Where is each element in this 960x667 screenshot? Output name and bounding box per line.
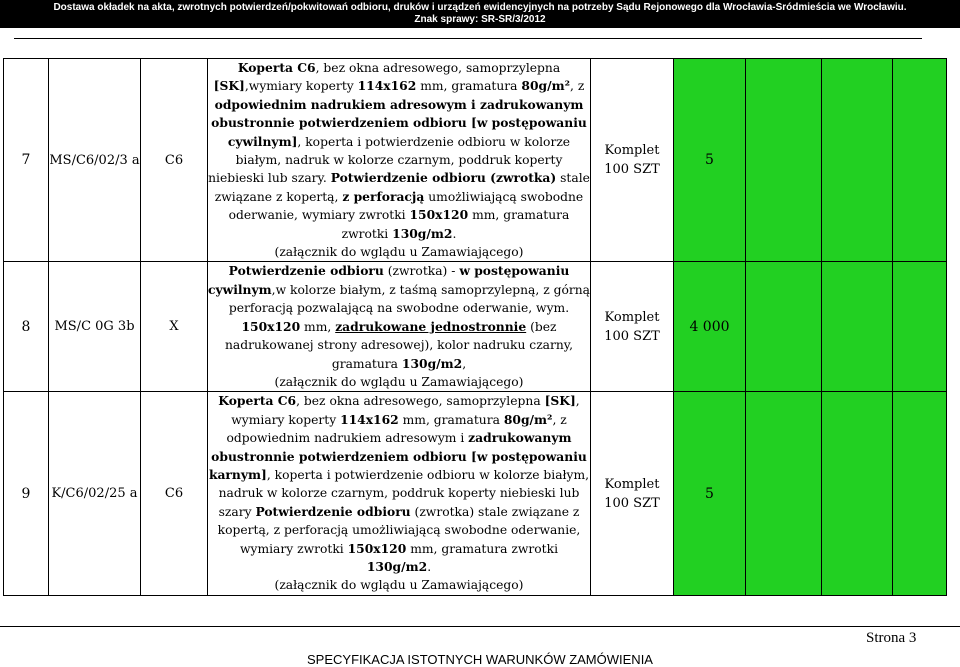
item-unit: Komplet 100 SZT — [591, 262, 674, 392]
description-segment: (załącznik do wglądu u Zamawiającego) — [274, 374, 524, 389]
description-segment: , z odpowiednim nadrukiem adresowym i — [226, 412, 567, 446]
description-segment: mm, gramatura — [398, 412, 504, 427]
description-segment: (zwrotka) stale związane z kopertą, z perforacją umożliwiającą swobodne oderwanie, wymiary zwrotki — [217, 504, 581, 556]
description-segment: 150x120 — [241, 318, 301, 334]
price-cell — [893, 262, 947, 392]
description-segment: (zwrotka) - — [383, 264, 460, 279]
item-unit: Komplet 100 SZT — [591, 59, 674, 262]
description-segment: Potwierdzenie odbioru — [228, 263, 384, 279]
description-segment: [SK] — [544, 393, 576, 409]
description-segment: odpowiednim nadrukiem adresowym i zadrukowanym obustronnie potwierdzeniem odbioru [w postępowaniu cywilnym] — [211, 96, 587, 149]
item-code: MS/C6/02/3 a — [49, 59, 141, 262]
description-segment: , koperta i potwierdzenie odbioru w kolorze białym, nadruk w kolorze czarnym, poddruk koperty niebieski lub szary — [218, 467, 590, 519]
price-cell — [746, 59, 822, 262]
price-cell — [746, 392, 822, 595]
description-segment: 130g/m2 — [392, 225, 453, 241]
description-segment: zadrukowane jednostronnie — [335, 318, 527, 334]
description-segment: Koperta C6 — [218, 393, 297, 409]
description-segment: [SK] — [213, 78, 245, 94]
row-number: 7 — [4, 59, 49, 262]
description-segment: mm, gramatura zwrotki — [406, 541, 559, 556]
description-segment: z perforacją — [342, 188, 425, 204]
price-cell — [822, 59, 893, 262]
price-cell — [746, 262, 822, 392]
description-segment: Potwierdzenie odbioru — [255, 503, 411, 519]
price-cell — [822, 392, 893, 595]
item-quantity: 5 — [674, 392, 746, 595]
description-segment: , z — [570, 79, 585, 94]
description-segment: , wymiary koperty — [231, 394, 580, 427]
description-segment: ,wymiary koperty — [244, 79, 358, 94]
document-header-banner — [0, 0, 960, 28]
description-segment: 130g/m2 — [366, 558, 428, 574]
price-cell — [893, 59, 947, 262]
item-code: MS/C 0G 3b — [49, 262, 141, 392]
item-description — [208, 59, 591, 262]
description-segment: mm, — [300, 319, 336, 334]
item-size: X — [141, 262, 208, 392]
table-row — [4, 59, 947, 262]
description-segment: stale związane z kopertą, — [214, 171, 590, 204]
description-segment: , koperta i potwierdzenie odbioru w kolorze białym, nadruk w kolorze czarnym, poddruk koperty niebieski lub szary. — [208, 134, 571, 186]
description-segment: 80g/m² — [503, 411, 553, 427]
item-description — [208, 392, 591, 595]
header-rule — [14, 38, 922, 39]
description-segment: (załącznik do wglądu u Zamawiającego) — [274, 578, 524, 593]
description-segment: 150x120 — [347, 540, 407, 556]
description-segment: mm, gramatura — [416, 79, 522, 94]
item-description — [208, 262, 591, 392]
item-code: K/C6/02/25 a — [49, 392, 141, 595]
table-row — [4, 262, 947, 392]
table-row — [4, 392, 947, 595]
row-number: 9 — [4, 392, 49, 595]
page-number: Strona 3 — [866, 630, 917, 646]
price-cell — [822, 262, 893, 392]
description-segment: , — [462, 356, 467, 371]
description-segment: 130g/m2 — [401, 355, 463, 371]
description-segment: Potwierdzenie odbioru (zwrotka) — [330, 170, 557, 186]
description-segment: 150x120 — [409, 207, 469, 223]
item-size: C6 — [141, 392, 208, 595]
description-segment: , bez okna adresowego, samoprzylepna — [315, 61, 561, 75]
specification-table — [3, 58, 947, 596]
description-segment: . — [427, 559, 432, 574]
description-segment: umożliwiającą swobodne oderwanie, wymiary zwrotki — [228, 189, 584, 223]
footer-title: SPECYFIKACJA ISTOTNYCH WARUNKÓW ZAMÓWIENIA — [307, 652, 653, 667]
header-title: Dostawa okładek na akta, zwrotnych potwierdzeń/pokwitowań odbioru, druków i urządzeń ewidencyjnych na potrzeby Sądu Rejonowego dla Wrocławia-Śródmieścia we Wrocławiu. — [53, 2, 907, 13]
description-segment: 80g/m² — [521, 78, 571, 94]
item-quantity: 4 000 — [674, 262, 746, 392]
item-unit: Komplet 100 SZT — [591, 392, 674, 595]
description-segment: 114x162 — [340, 411, 399, 427]
description-segment: mm, gramatura zwrotki — [341, 208, 570, 241]
description-segment: . — [452, 226, 457, 241]
description-segment: 114x162 — [357, 78, 417, 94]
description-segment: ,w kolorze białym, z taśmą samoprzylepną, z górną perforacją pozwalającą na swobodne oderwanie, wym. — [228, 282, 590, 316]
footer-rule — [0, 626, 960, 627]
price-cell — [893, 392, 947, 595]
description-segment: , bez okna adresowego, samoprzylepna — [296, 394, 545, 409]
description-segment: w postępowaniu cywilnym — [208, 263, 570, 297]
row-number: 8 — [4, 262, 49, 392]
description-segment: zadrukowanym obustronnie potwierdzeniem odbioru [w postępowaniu karnym] — [208, 430, 587, 482]
item-size: C6 — [141, 59, 208, 262]
description-segment: (bez nadrukowanej strony adresowej), kolor nadruku czarny, gramatura — [224, 319, 574, 371]
header-case-number: Znak sprawy: SR-ŚR/3/2012 — [414, 14, 546, 25]
item-quantity: 5 — [674, 59, 746, 262]
description-segment: (załącznik do wglądu u Zamawiającego) — [274, 245, 524, 260]
description-segment: Koperta C6 — [237, 60, 316, 75]
